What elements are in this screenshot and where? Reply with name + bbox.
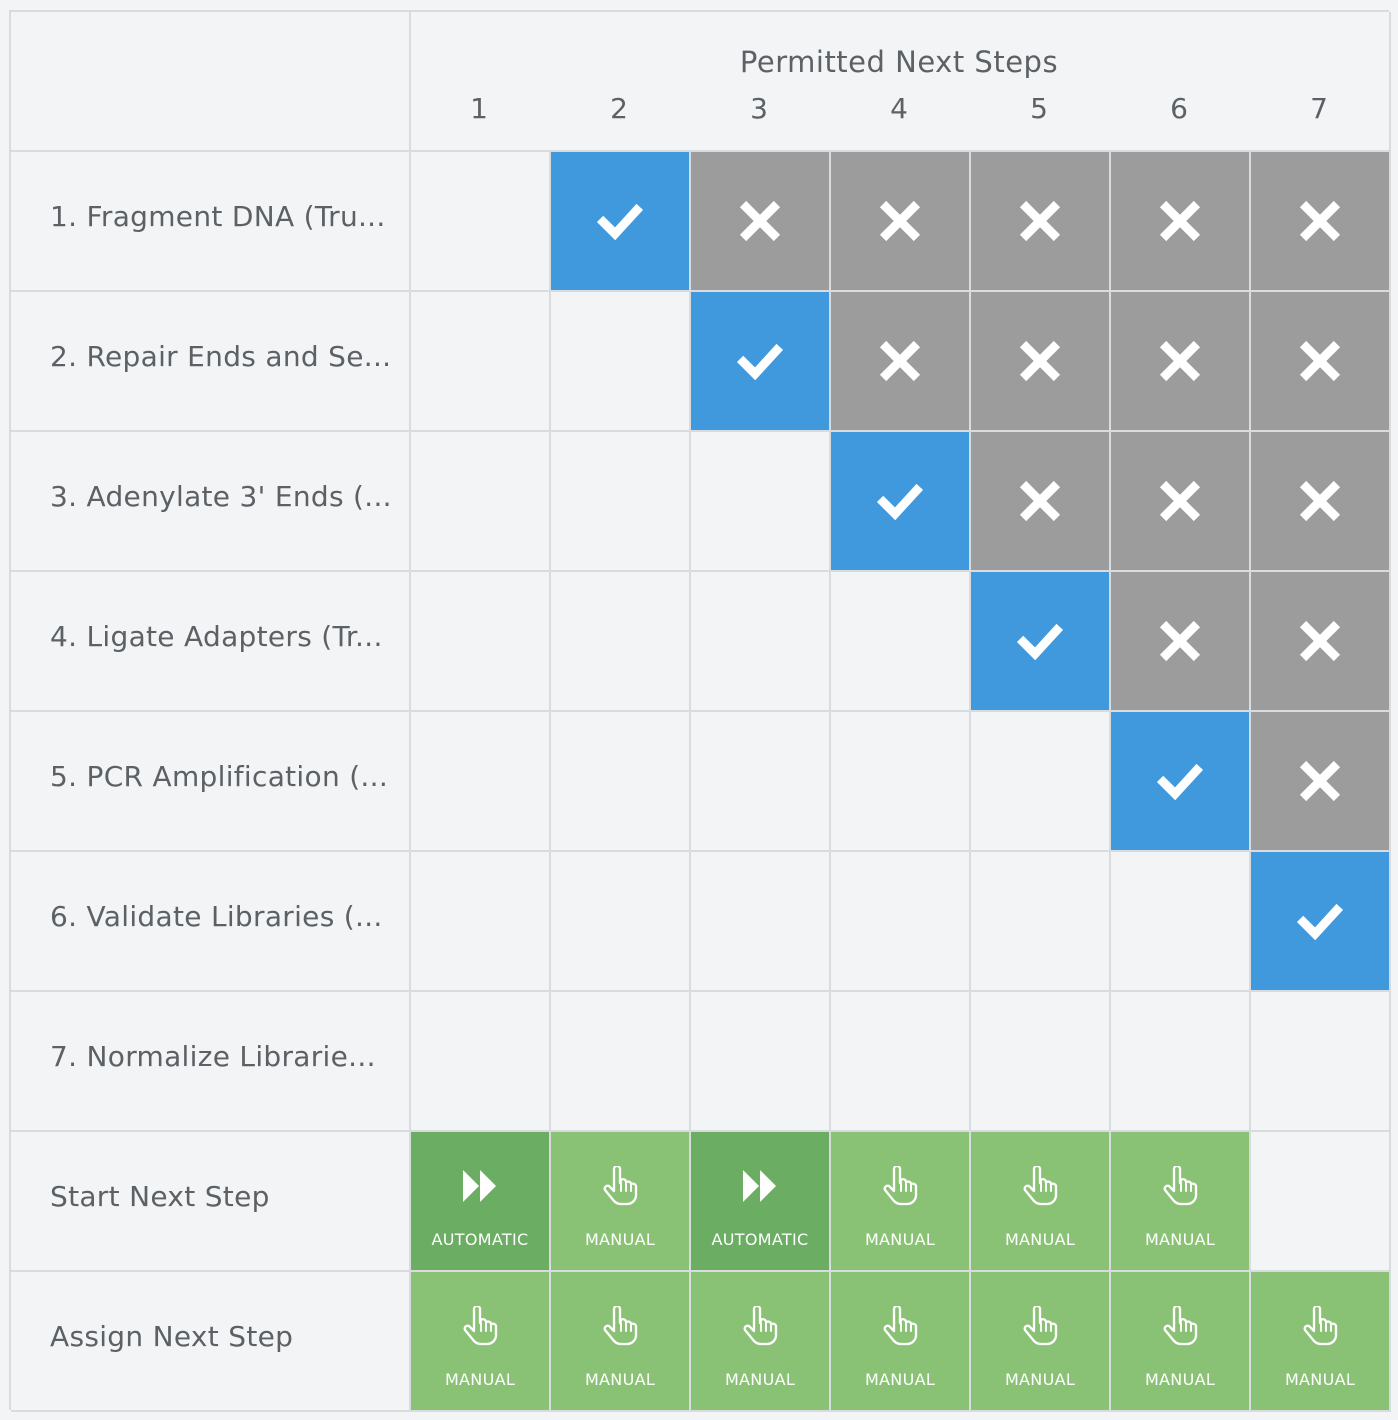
column-number-1: 1: [470, 92, 488, 125]
x-icon: [971, 432, 1109, 570]
mode-label: MANUAL: [864, 1230, 936, 1249]
x-icon: [1111, 572, 1249, 710]
mode-label: AUTOMATIC: [431, 1230, 529, 1249]
mode-label: MANUAL: [724, 1370, 796, 1389]
blocked-step-cell[interactable]: [1111, 432, 1251, 572]
blocked-step-cell[interactable]: [1251, 572, 1391, 712]
assign-next-step-label: Assign Next Step: [50, 1320, 294, 1353]
empty-step-cell: [831, 852, 971, 992]
step-label: 4. Ligate Adapters (Tr...: [50, 620, 383, 653]
permitted-step-cell[interactable]: [691, 292, 831, 432]
empty-step-cell: [691, 992, 831, 1132]
x-icon: [831, 152, 969, 290]
header-title: Permitted Next Steps: [739, 45, 1059, 79]
automatic-mode-button[interactable]: [691, 1132, 831, 1272]
mode-label: AUTOMATIC: [711, 1230, 809, 1249]
permitted-step-cell[interactable]: [971, 572, 1111, 712]
empty-step-cell: [831, 572, 971, 712]
column-number-4: 4: [890, 92, 908, 125]
empty-step-cell: [551, 992, 691, 1132]
mode-label: MANUAL: [1004, 1370, 1076, 1389]
check-icon: [831, 432, 969, 570]
blocked-step-cell[interactable]: [1111, 152, 1251, 292]
start-next-step-label: Start Next Step: [50, 1180, 270, 1213]
empty-step-cell: [1111, 852, 1251, 992]
permitted-steps-header: [411, 12, 1391, 152]
column-number-5: 5: [1030, 92, 1048, 125]
empty-step-cell: [691, 712, 831, 852]
manual-mode-button[interactable]: [1111, 1272, 1251, 1412]
pointing-hand-icon: [880, 1306, 920, 1346]
step-label: 7. Normalize Librarie...: [50, 1040, 376, 1073]
empty-step-cell: [411, 292, 551, 432]
x-icon: [1251, 292, 1389, 430]
empty-step-cell: [551, 432, 691, 572]
manual-mode-button[interactable]: [971, 1272, 1111, 1412]
x-icon: [1251, 432, 1389, 570]
mode-label: MANUAL: [584, 1370, 656, 1389]
corner-header-cell: [11, 12, 411, 152]
empty-step-cell: [551, 852, 691, 992]
check-icon: [1111, 712, 1249, 850]
permitted-step-cell[interactable]: [1111, 712, 1251, 852]
manual-mode-button[interactable]: [971, 1132, 1111, 1272]
x-icon: [831, 292, 969, 430]
pointing-hand-icon: [460, 1306, 500, 1346]
empty-step-cell: [691, 432, 831, 572]
blocked-step-cell[interactable]: [971, 292, 1111, 432]
empty-step-cell: [971, 852, 1111, 992]
check-icon: [691, 292, 829, 430]
manual-mode-button[interactable]: [551, 1272, 691, 1412]
empty-step-cell: [691, 852, 831, 992]
empty-step-cell: [971, 712, 1111, 852]
mode-label: MANUAL: [444, 1370, 516, 1389]
column-number-3: 3: [750, 92, 768, 125]
pointing-hand-icon: [1020, 1306, 1060, 1346]
blocked-step-cell[interactable]: [1111, 292, 1251, 432]
blocked-step-cell[interactable]: [691, 152, 831, 292]
pointing-hand-icon: [1300, 1306, 1340, 1346]
empty-step-cell: [411, 852, 551, 992]
manual-mode-button[interactable]: [831, 1272, 971, 1412]
x-icon: [691, 152, 829, 290]
mode-label: MANUAL: [1144, 1370, 1216, 1389]
fast-forward-icon: [460, 1166, 500, 1206]
manual-mode-button[interactable]: [411, 1272, 551, 1412]
manual-mode-button[interactable]: [1111, 1132, 1251, 1272]
pointing-hand-icon: [600, 1306, 640, 1346]
column-number-2: 2: [610, 92, 628, 125]
mode-label: MANUAL: [1144, 1230, 1216, 1249]
permitted-step-cell[interactable]: [551, 152, 691, 292]
empty-step-cell: [1251, 992, 1391, 1132]
empty-step-cell: [831, 992, 971, 1132]
step-label: 5. PCR Amplification (...: [50, 760, 389, 793]
empty-step-cell: [1111, 992, 1251, 1132]
pointing-hand-icon: [740, 1306, 780, 1346]
x-icon: [971, 292, 1109, 430]
pointing-hand-icon: [1160, 1306, 1200, 1346]
x-icon: [1111, 152, 1249, 290]
empty-step-cell: [831, 712, 971, 852]
pointing-hand-icon: [1020, 1166, 1060, 1206]
empty-step-cell: [411, 992, 551, 1132]
blocked-step-cell[interactable]: [831, 152, 971, 292]
x-icon: [1251, 152, 1389, 290]
manual-mode-button[interactable]: [1251, 1272, 1391, 1412]
empty-step-cell: [551, 292, 691, 432]
x-icon: [971, 152, 1109, 290]
empty-step-cell: [411, 572, 551, 712]
empty-action-cell: [1251, 1132, 1391, 1272]
empty-step-cell: [551, 712, 691, 852]
column-number-7: 7: [1310, 92, 1328, 125]
empty-step-cell: [411, 712, 551, 852]
empty-step-cell: [411, 152, 551, 292]
manual-mode-button[interactable]: [831, 1132, 971, 1272]
step-label: 3. Adenylate 3' Ends (...: [50, 480, 392, 513]
mode-label: MANUAL: [1284, 1370, 1356, 1389]
empty-step-cell: [971, 992, 1111, 1132]
x-icon: [1111, 292, 1249, 430]
pointing-hand-icon: [880, 1166, 920, 1206]
mode-label: MANUAL: [584, 1230, 656, 1249]
blocked-step-cell[interactable]: [1251, 292, 1391, 432]
permitted-step-cell[interactable]: [831, 432, 971, 572]
blocked-step-cell[interactable]: [1111, 572, 1251, 712]
blocked-step-cell[interactable]: [831, 292, 971, 432]
step-label: 1. Fragment DNA (Tru...: [50, 200, 386, 233]
permitted-step-cell[interactable]: [1251, 852, 1391, 992]
blocked-step-cell[interactable]: [1251, 432, 1391, 572]
manual-mode-button[interactable]: [691, 1272, 831, 1412]
step-label: 2. Repair Ends and Se...: [50, 340, 392, 373]
empty-step-cell: [691, 572, 831, 712]
empty-step-cell: [411, 432, 551, 572]
automatic-mode-button[interactable]: [411, 1132, 551, 1272]
fast-forward-icon: [740, 1166, 780, 1206]
x-icon: [1111, 432, 1249, 570]
empty-step-cell: [551, 572, 691, 712]
x-icon: [1251, 712, 1389, 850]
mode-label: MANUAL: [1004, 1230, 1076, 1249]
column-number-6: 6: [1170, 92, 1188, 125]
pointing-hand-icon: [1160, 1166, 1200, 1206]
blocked-step-cell[interactable]: [1251, 712, 1391, 852]
blocked-step-cell[interactable]: [971, 432, 1111, 572]
pointing-hand-icon: [600, 1166, 640, 1206]
check-icon: [551, 152, 689, 290]
manual-mode-button[interactable]: [551, 1132, 691, 1272]
blocked-step-cell[interactable]: [971, 152, 1111, 292]
mode-label: MANUAL: [864, 1370, 936, 1389]
check-icon: [1251, 852, 1389, 990]
blocked-step-cell[interactable]: [1251, 152, 1391, 292]
check-icon: [971, 572, 1109, 710]
step-label: 6. Validate Libraries (...: [50, 900, 383, 933]
x-icon: [1251, 572, 1389, 710]
